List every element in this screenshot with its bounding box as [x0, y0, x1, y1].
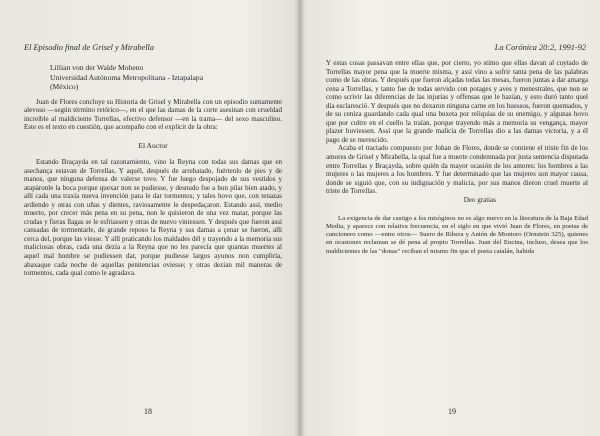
body-paragraph: Estando Braçayda en tal razonamiento, vino la Reyna con todas sus damas que en asechança estavan de Torrellas. Y aquél, después de arrebatado, fuértenlo de pies y de manos, que ninguna defensa de valerse tovo. Y fue luego despojado de sus vestidos y atapáronle la boca porque quexar non se pudiesse, y desnudo fue a hun pilar bien atado, y allí cada una traxía nueva invención para le dar tormentos; y tales hovo que, con tenazas ardiendo y otras con uñas y dientes, raviosamente le despedaçaron. Estando assí, medio muerto, por crecer más pena en su pena, non le quisieron de una vez matar, porque las crudas y fieras llagas se le esfriassen y otras de nuevo viniessen. Y después que fueron assí cansadas de tormentarle, de grande reposo la Reyna y sus damas a çenar se fueron, allí cerca del, porque las viesse. Y allí praticando los maldades dél y trayendo a la memoria sus maliciosas obras, cada una dezía a la Reyna que no les parecía que quantas muertes al aquel mal hombre se pudiessen dar, porque pudiesse largos ayunos non cumpliría, abaxaque cada noche de aquellas penitencias oviesse; y otras dezían mil maneras de tormentos, cada qual como le agradava. [24, 157, 282, 278]
commentary-paragraph: La exigencia de dar castigo a los misóginos no es algo nuevo en la literatura de la Baja Edad Media, y aparece con relativa frecuencia, en el siglo en que vivió Juan de Flores, en poetas de cancionero como —entre otros— Suero de Ribera y Antón de Montoro (Ornstein 325), quienes en ocasiones reclaman se dé pena al propio Torrellas. Juan del Encina, incluso, desea que los maldicientes de las "donas" reciban el mismo fin que el poeta catalán, habida [326, 214, 588, 255]
quote-paragraph-2: Acaba el tractado compuesto por Johan de Flores, donde se contiene el triste fin de los amores de Grisel y Mirabella, la qual fue a muerte condemnada por justa sentencia disputada entre Torrellas y Braçayda, sobre quién da mayor ocasión de los amores: los hombres a las mujeres o las mujeres a los hombres. Y fue determinado que las mujeres son mayor causa, donde se siguió que, con su indignación y malicia, por sus manos dieron cruel muerte al triste de Torrellas. [326, 144, 589, 196]
book-gutter [296, 0, 304, 436]
left-page [0, 0, 296, 436]
author-block [50, 63, 282, 92]
section-title: El Auctor [138, 140, 168, 150]
intro-paragraph: Juan de Flores concluye su Historia de Grisel y Mirabella con un episodio sumamente alevoso —según término retórico—, en el que las damas de la corte asesinan con crueldad increíble al maldiciente Torrellas, efectivo defensor —en la trama— del sexo masculino. Este es el texto en cuestión, que acompaño con el explicit de la obra: [24, 97, 282, 132]
page-number-right: 19 [448, 407, 456, 416]
author-name: Lillian von der Walde Moheno [50, 63, 144, 72]
deo-gratias: Deo gratias [463, 195, 496, 204]
quote-paragraph-1: Y estas cosas passavan entre ellas que, por cierto, yo stimo que ellas davan al cuytado de Torrellas mayor pena que la muerte misma, y assí vino a sofrir tanta pena de las palabras como de las obras. Y después que fueron alçadas todas las mesas, fueron juntas a dar amarga cena a Torrellas, y tanto fue de todas servido con potages y aves y menestrales, que non se como scrivir las diferencias de las injurias y offensas que le hazían, y esto duró tanto quel dia esclaresció. Y después que no dexaron ninguna carne en los huessos, fueron quemados, y de su ceniza guardando cada qual una buxeta por reliquias de su enemigo, y algunas hovo que por cultre en el cuello la traían, porque trayendo más a memoria su vengança, mayor plazer huviessen. Assí que la grande malicia de Torrellas dio a las damas victoria, y a él pago de se merescido. [326, 59, 588, 144]
author-country: (México) [50, 82, 79, 92]
page-number-left: 18 [144, 407, 152, 416]
author-institution: Universidad Autónoma Metropolitana - Iztapalapa [50, 72, 204, 82]
running-head-left: El Episodio final de Grisel y Mirabella [24, 43, 154, 52]
right-page [304, 0, 600, 436]
running-head-right: La Corónica 20:2, 1991-92 [494, 43, 586, 52]
